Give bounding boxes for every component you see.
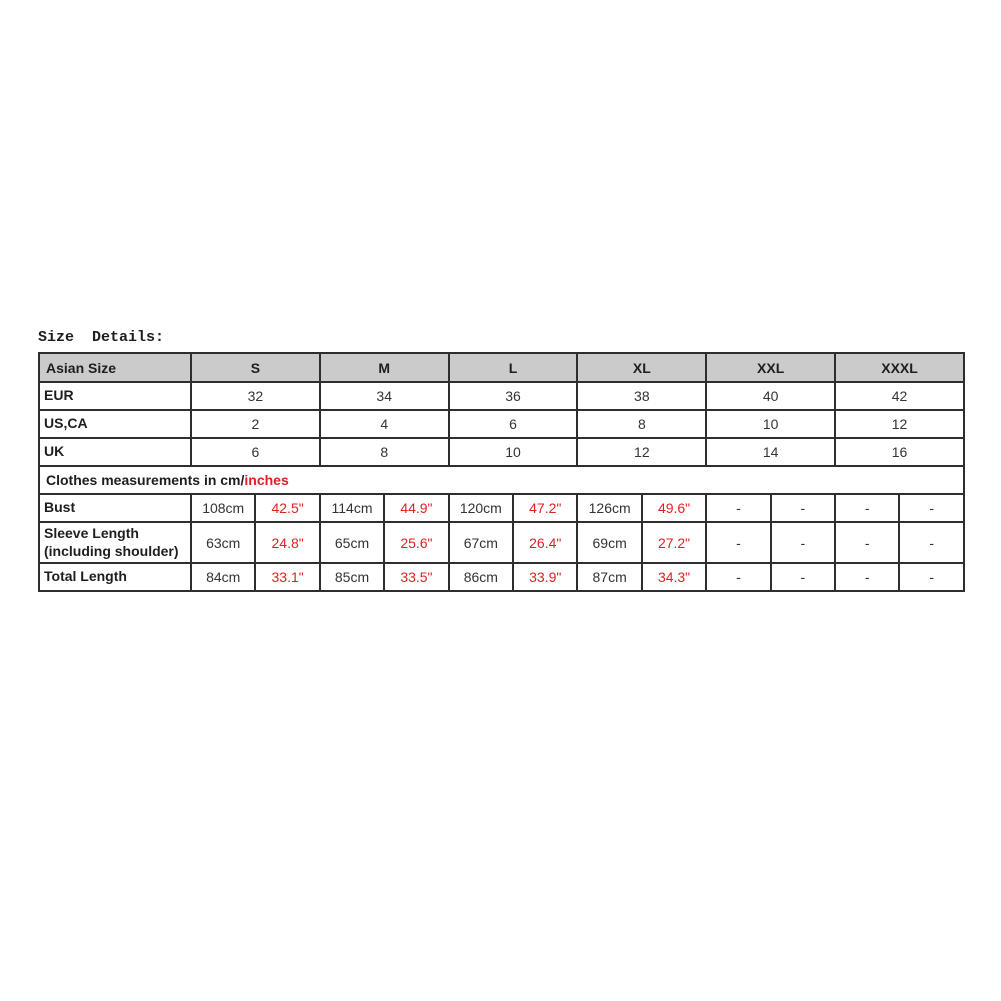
row-label: US,CA	[39, 410, 191, 438]
table-cell: 32	[191, 382, 320, 410]
cm-cell: 86cm	[449, 563, 513, 591]
section-row	[39, 466, 964, 494]
table-cell: 16	[835, 438, 964, 466]
cm-cell: 84cm	[191, 563, 255, 591]
empty-cell: -	[899, 563, 964, 591]
inch-cell: 25.6"	[384, 522, 448, 563]
empty-cell: -	[899, 494, 964, 522]
inch-cell: 33.1"	[255, 563, 319, 591]
table-cell: 34	[320, 382, 449, 410]
conversion-row-uk	[39, 438, 964, 466]
conversion-row-eur	[39, 382, 964, 410]
measurement-row-bust	[39, 494, 964, 522]
cm-cell: 85cm	[320, 563, 384, 591]
empty-cell: -	[835, 494, 899, 522]
empty-cell: -	[706, 522, 770, 563]
section-text: Clothes measurements in cm/	[46, 472, 245, 488]
inch-cell: 44.9"	[384, 494, 448, 522]
cm-cell: 120cm	[449, 494, 513, 522]
inch-cell: 49.6"	[642, 494, 706, 522]
cm-cell: 126cm	[577, 494, 641, 522]
inch-cell: 26.4"	[513, 522, 577, 563]
empty-cell: -	[771, 522, 835, 563]
empty-cell: -	[771, 563, 835, 591]
cm-cell: 67cm	[449, 522, 513, 563]
section-cell	[39, 466, 964, 494]
row-label: Bust	[39, 494, 191, 522]
measurement-row-total-length	[39, 563, 964, 591]
cm-cell: 65cm	[320, 522, 384, 563]
inch-cell: 42.5"	[255, 494, 319, 522]
empty-cell: -	[771, 494, 835, 522]
empty-cell: -	[899, 522, 964, 563]
page-title: Size Details:	[38, 329, 165, 346]
header-asian-size: Asian Size	[39, 353, 191, 382]
header-size-s: S	[191, 353, 320, 382]
inch-cell: 33.5"	[384, 563, 448, 591]
cm-cell: 114cm	[320, 494, 384, 522]
table-cell: 12	[835, 410, 964, 438]
inch-cell: 47.2"	[513, 494, 577, 522]
empty-cell: -	[706, 563, 770, 591]
header-size-xxxl: XXXL	[835, 353, 964, 382]
row-label: Sleeve Length (including shoulder)	[39, 522, 191, 563]
table-cell: 8	[577, 410, 706, 438]
table-cell: 4	[320, 410, 449, 438]
row-label: EUR	[39, 382, 191, 410]
header-size-xl: XL	[577, 353, 706, 382]
header-size-l: L	[449, 353, 578, 382]
table-cell: 6	[449, 410, 578, 438]
table-cell: 10	[449, 438, 578, 466]
table-cell: 14	[706, 438, 835, 466]
table-cell: 42	[835, 382, 964, 410]
table-cell: 8	[320, 438, 449, 466]
row-label: UK	[39, 438, 191, 466]
cm-cell: 87cm	[577, 563, 641, 591]
cm-cell: 63cm	[191, 522, 255, 563]
table-cell: 10	[706, 410, 835, 438]
row-label: Total Length	[39, 563, 191, 591]
table-cell: 36	[449, 382, 578, 410]
inch-cell: 34.3"	[642, 563, 706, 591]
table-cell: 12	[577, 438, 706, 466]
inch-cell: 24.8"	[255, 522, 319, 563]
header-size-m: M	[320, 353, 449, 382]
size-header-row	[39, 353, 964, 382]
empty-cell: -	[835, 563, 899, 591]
table-cell: 40	[706, 382, 835, 410]
measurement-row-sleeve-length	[39, 522, 964, 563]
cm-cell: 69cm	[577, 522, 641, 563]
table-cell: 2	[191, 410, 320, 438]
conversion-row-usca	[39, 410, 964, 438]
table-cell: 38	[577, 382, 706, 410]
empty-cell: -	[835, 522, 899, 563]
header-size-xxl: XXL	[706, 353, 835, 382]
size-details-content	[38, 329, 965, 592]
cm-cell: 108cm	[191, 494, 255, 522]
size-chart-table	[38, 352, 965, 592]
inch-cell: 33.9"	[513, 563, 577, 591]
empty-cell: -	[706, 494, 770, 522]
section-text-highlight: inches	[244, 472, 289, 488]
table-cell: 6	[191, 438, 320, 466]
inch-cell: 27.2"	[642, 522, 706, 563]
